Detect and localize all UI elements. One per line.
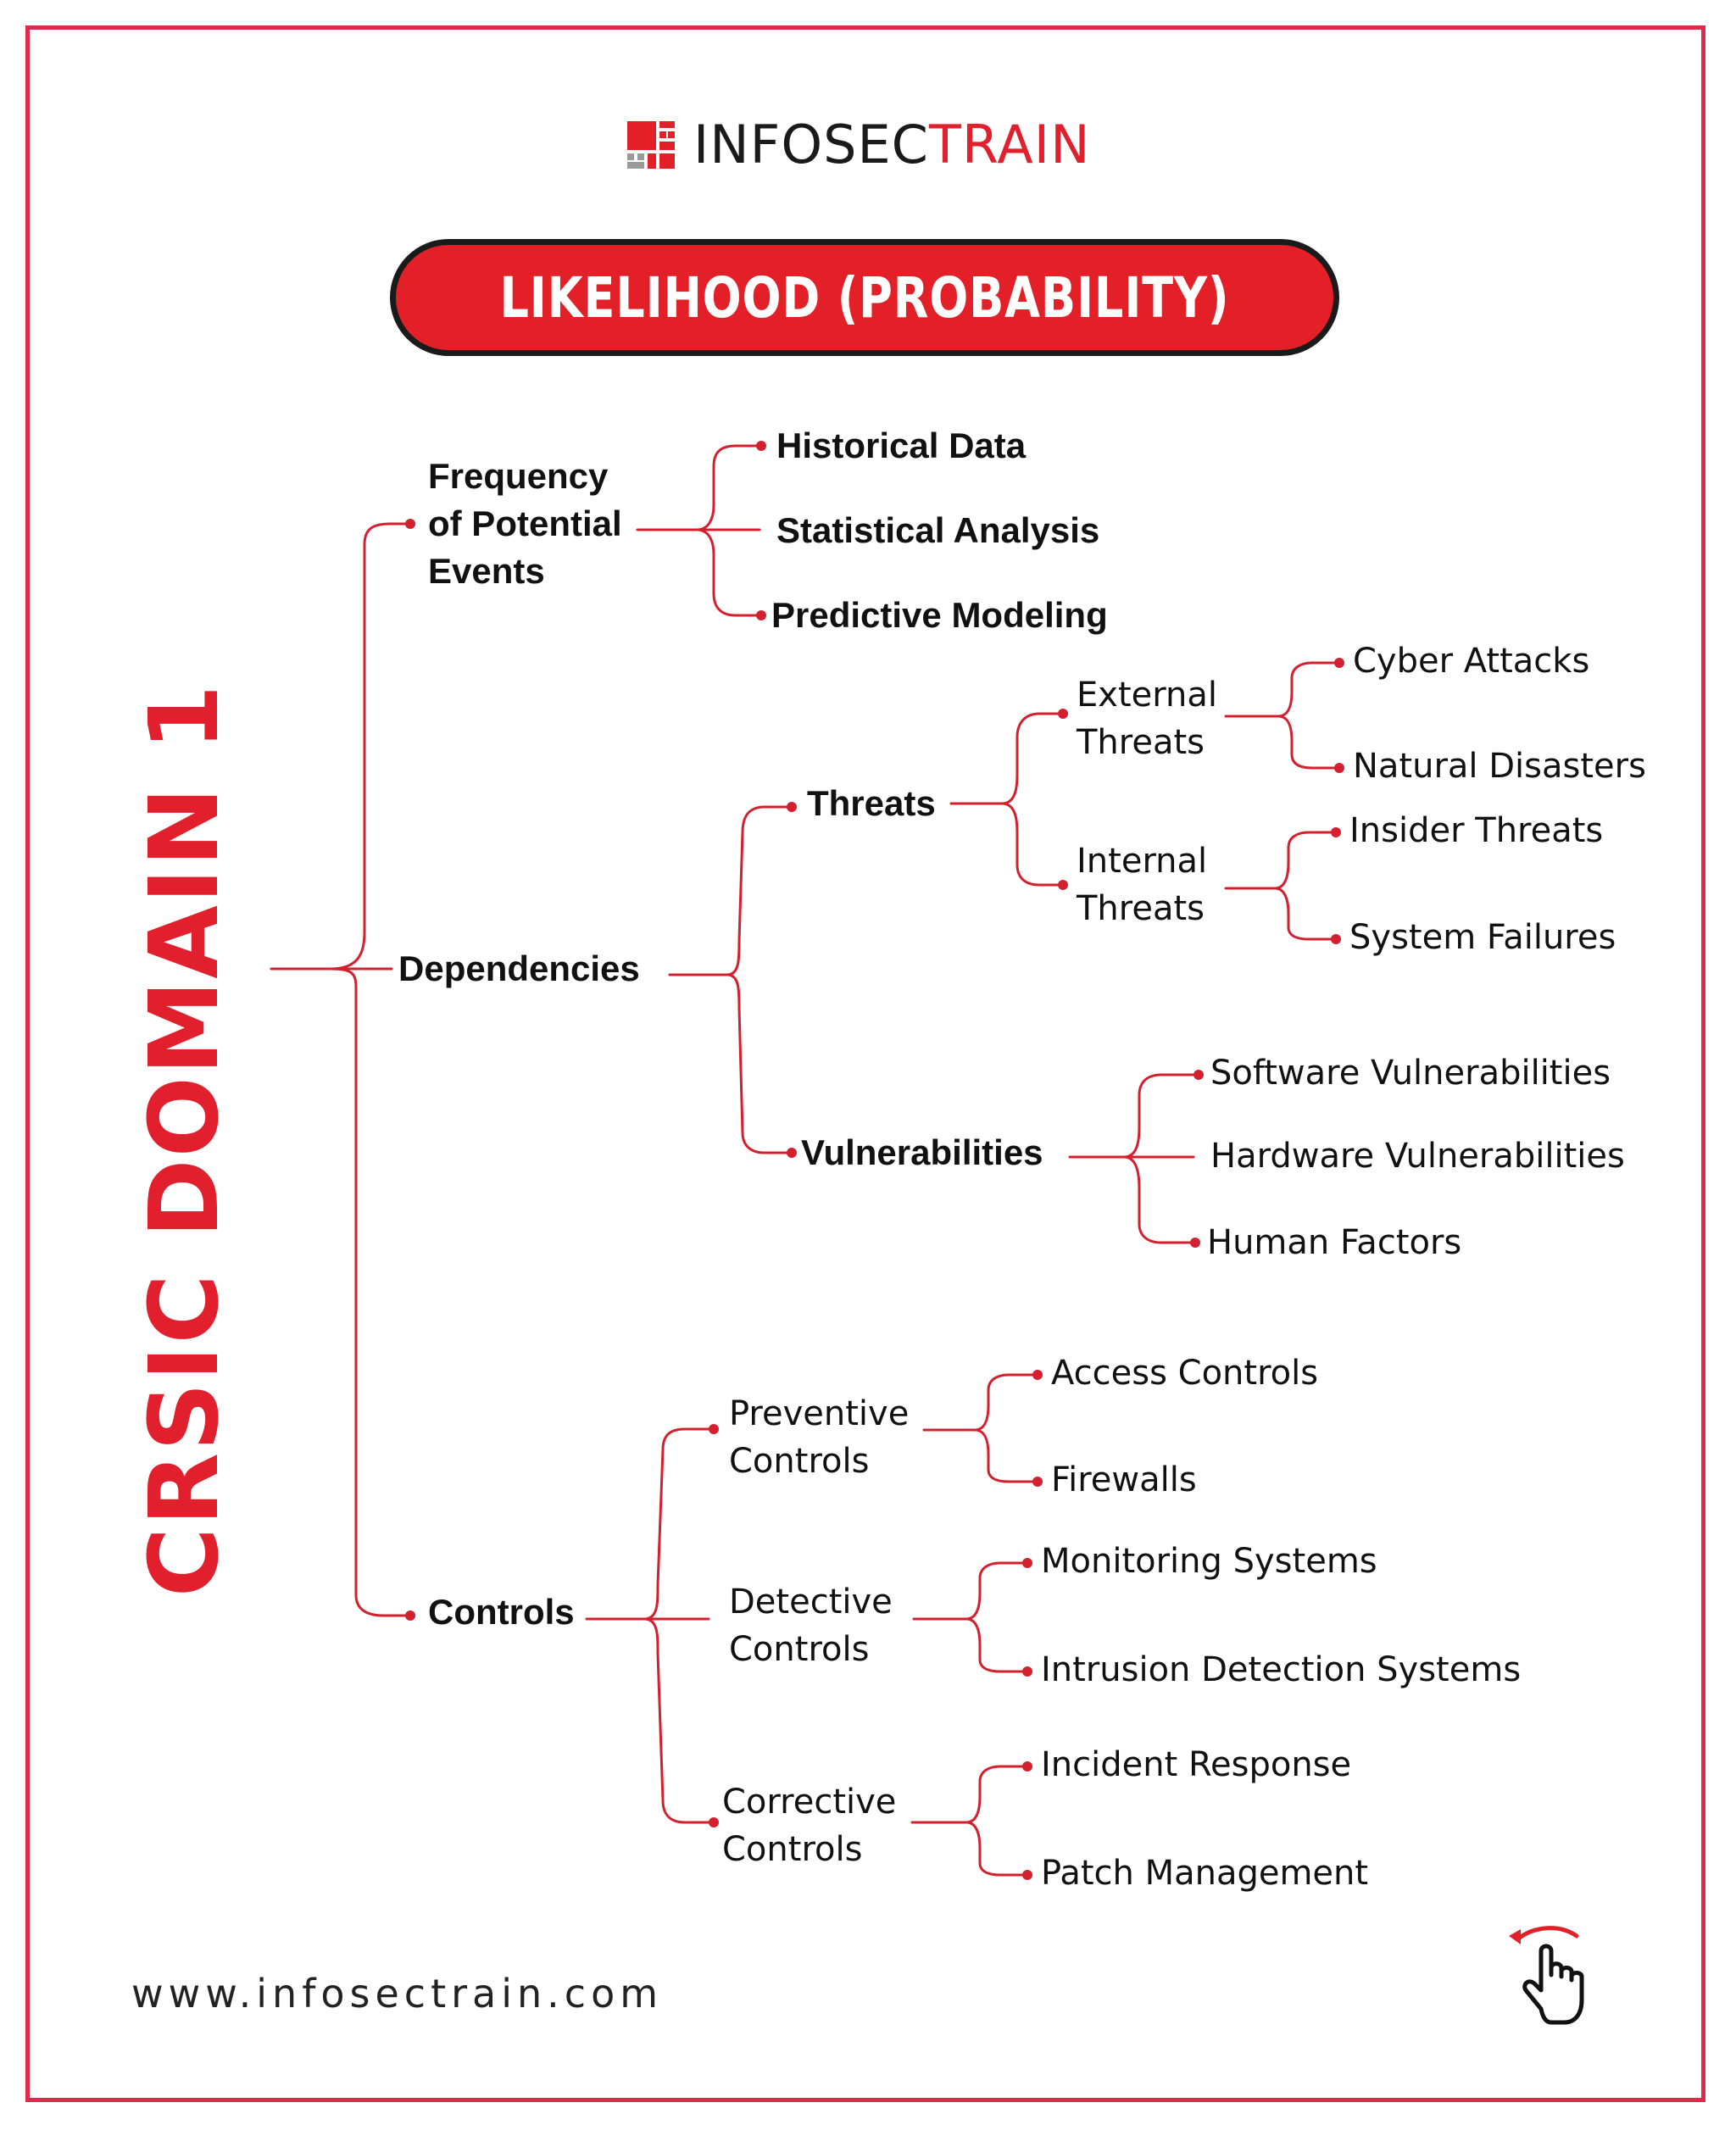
node-firewalls: Firewalls — [1051, 1460, 1197, 1499]
node-access-controls: Access Controls — [1051, 1354, 1319, 1393]
node-human-factors: Human Factors — [1207, 1223, 1462, 1262]
node-hardware-vulnerabilities: Hardware Vulnerabilities — [1210, 1137, 1625, 1176]
node-cyber-attacks: Cyber Attacks — [1353, 642, 1590, 681]
hand-pointer-icon — [1500, 1916, 1602, 2034]
node-detective-controls: Detective Controls — [729, 1583, 893, 1669]
website-url: www.infosectrain.com — [131, 1971, 664, 2016]
node-system-failures: System Failures — [1349, 918, 1616, 957]
node-external-threats: External Threats — [1077, 676, 1217, 762]
node-internal-threats: Internal Threats — [1077, 842, 1208, 928]
node-patch-management: Patch Management — [1041, 1854, 1369, 1893]
brand-name: INFOSECTRAIN — [693, 114, 1091, 175]
page-title: LIKELIHOOD (PROBABILITY) — [499, 264, 1230, 331]
node-preventive-controls: Preventive Controls — [729, 1394, 910, 1481]
node-statistical-analysis: Statistical Analysis — [776, 510, 1100, 550]
node-software-vulnerabilities: Software Vulnerabilities — [1210, 1054, 1611, 1093]
node-threats: Threats — [807, 783, 936, 823]
node-corrective-controls: Corrective Controls — [722, 1783, 897, 1869]
node-intrusion-detection-systems: Intrusion Detection Systems — [1041, 1650, 1522, 1689]
side-title: CRSIC DOMAIN 1 — [130, 682, 240, 1598]
node-insider-threats: Insider Threats — [1349, 811, 1604, 850]
node-natural-disasters: Natural Disasters — [1353, 747, 1646, 786]
node-frequency: Frequency of Potential Events — [428, 456, 622, 591]
node-predictive-modeling: Predictive Modeling — [771, 595, 1108, 635]
node-vulnerabilities: Vulnerabilities — [801, 1132, 1043, 1172]
node-monitoring-systems: Monitoring Systems — [1041, 1542, 1377, 1581]
node-controls: Controls — [428, 1592, 575, 1632]
node-dependencies: Dependencies — [398, 948, 640, 988]
node-incident-response: Incident Response — [1041, 1745, 1352, 1784]
node-historical-data: Historical Data — [776, 426, 1027, 465]
